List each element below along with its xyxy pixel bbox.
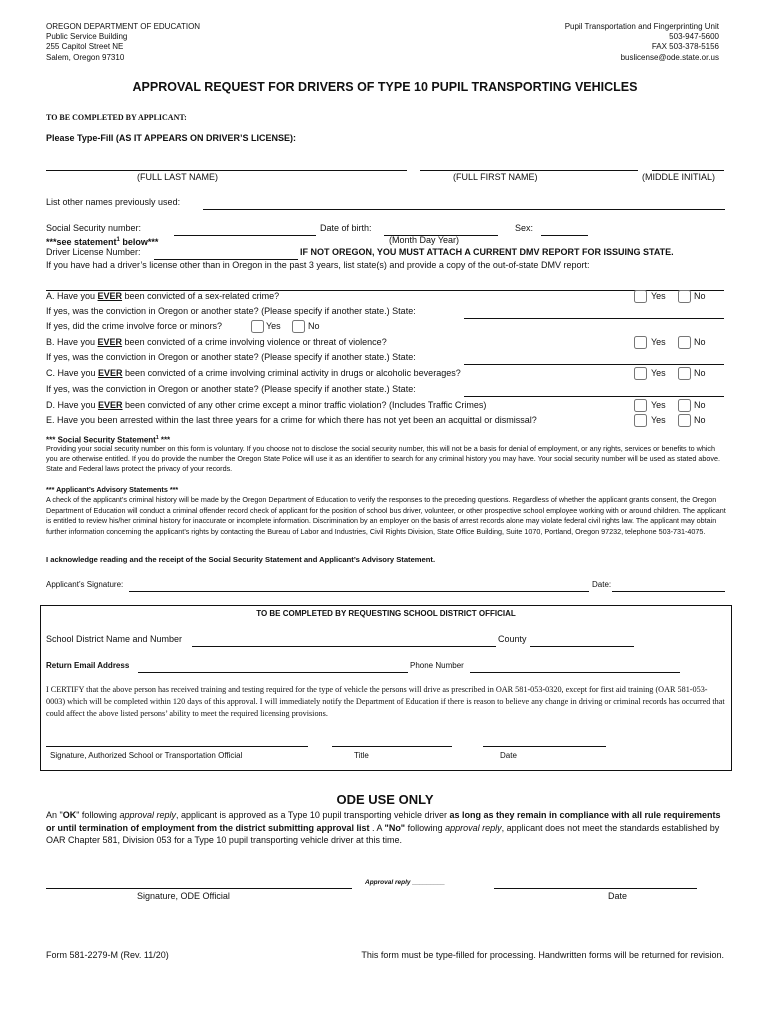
ode-approval-text: An "OK" following approval reply, applicant is approved as a Type 10 pupil transporting vehicle driver as long as they remain in compliance with all rule requirements or until termination of employment from the district submitting approval list . A "No" following approval reply, applicant does not meet the standards established by OAR Chapter 581, Division 053 for a Type 10 pupil transporting vehicle driver at this time. [46, 810, 721, 845]
form-number: Form 581-2279-M (Rev. 11/20) [46, 950, 169, 960]
dl-number-label: Driver License Number: [46, 247, 141, 257]
question-a-yes-checkbox[interactable] [634, 290, 647, 303]
applicant-signature-label: Applicant’s Signature: [46, 580, 124, 589]
question-c-yes-checkbox[interactable] [634, 367, 647, 380]
dob-field[interactable] [384, 222, 498, 236]
certification-text: I CERTIFY that the above person has received training and testing required for the type of vehicle the persons will drive as prescribed in OAR 581-053-0320, except for first aid training (OAR 581-053-0003) which will be completed within 120 days of this approval. I will immediately notify the Department of Education if there is reason to believe any change in driving or criminal records has occurred that could affect the above listed persons’ ability to meet the required licensing provisions. [46, 685, 725, 718]
sex-label: Sex: [515, 223, 534, 233]
other-names-field[interactable] [203, 196, 725, 210]
question-c: C. Have you EVER been convicted of a crime involving criminal activity in drugs or alcoholic beverages? [46, 368, 461, 378]
question-b-yes-checkbox[interactable] [634, 336, 647, 349]
question-a-force-yes-label: Yes [266, 321, 281, 331]
agency-city: Salem, Oregon 97310 [46, 53, 125, 62]
other-state-field[interactable] [46, 277, 724, 291]
agency-building: Public Service Building [46, 32, 128, 41]
question-d-no-checkbox[interactable] [678, 399, 691, 412]
question-a-force-no-checkbox[interactable] [292, 320, 305, 333]
type-fill-instruction: Please Type-Fill (AS IT APPEARS ON DRIVER’S LICENSE): [46, 133, 297, 143]
first-name-label: (FULL FIRST NAME) [453, 172, 538, 182]
question-b: B. Have you EVER been convicted of a crime involving violence or threat of violence? [46, 337, 387, 347]
official-signature-label: Signature, Authorized School or Transportation Official [50, 751, 243, 760]
question-c-no-checkbox[interactable] [678, 367, 691, 380]
question-b-no-checkbox[interactable] [678, 336, 691, 349]
question-e-no-checkbox[interactable] [678, 414, 691, 427]
other-names-label: List other names previously used: [46, 197, 181, 207]
question-d-yes-label: Yes [651, 400, 666, 410]
see-statement-note: ***see statement$^1$ below*** [46, 237, 159, 247]
sex-field[interactable] [541, 222, 588, 236]
question-c-no-label: No [694, 368, 706, 378]
question-b-state-label: If yes, was the conviction in Oregon or another state? (Please specify if another state.) State: [46, 352, 416, 362]
ode-heading: ODE USE ONLY [336, 792, 434, 807]
ssn-statement-heading: *** Social Security Statement$^1$ *** [46, 435, 171, 445]
question-a-force-no-label: No [308, 321, 320, 331]
type-fill-note: This form must be type-filled for processing. Handwritten forms will be returned for revision. [361, 950, 724, 960]
applicant-heading: TO BE COMPLETED BY APPLICANT: [46, 113, 187, 122]
page-title: APPROVAL REQUEST FOR DRIVERS OF TYPE 10 PUPIL TRANSPORTING VEHICLES [132, 80, 638, 94]
question-a-force: If yes, did the crime involve force or minors? [46, 321, 223, 331]
other-state-instruction: If you have had a driver’s license other than in Oregon in the past 3 years, list state(s) and provide a copy of the out-of-state DMV report: [46, 260, 590, 270]
acknowledgement-text: I acknowledge reading and the receipt of the Social Security Statement and Applicant’s Advisory Statement. [46, 555, 436, 564]
phone-label: Phone Number [410, 661, 464, 670]
unit-name: Pupil Transportation and Fingerprinting Unit [564, 22, 719, 31]
unit-fax: FAX 503-378-5156 [651, 42, 719, 51]
ssn-field[interactable] [174, 222, 316, 236]
official-title-field[interactable] [332, 733, 452, 747]
phone-field[interactable] [470, 659, 680, 673]
official-title-label: Title [354, 751, 369, 760]
applicant-date-label: Date: [592, 580, 612, 589]
ssn-label: Social Security number: [46, 223, 142, 233]
question-e-no-label: No [694, 415, 706, 425]
approval-reply-label: Approval reply _________ [365, 879, 445, 886]
question-e: E. Have you been arrested within the last three years for a crime for which there has not yet been an acquittal or dismissal? [46, 415, 537, 425]
question-c-yes-label: Yes [651, 368, 666, 378]
question-d-yes-checkbox[interactable] [634, 399, 647, 412]
applicant-date-field[interactable] [612, 578, 725, 592]
official-date-field[interactable] [483, 733, 606, 747]
return-email-label: Return Email Address [46, 661, 130, 670]
ode-signature-label: Signature, ODE Official [137, 891, 230, 901]
question-c-state-field[interactable] [464, 383, 724, 397]
district-name-field[interactable] [192, 633, 496, 647]
first-name-field[interactable] [420, 157, 638, 171]
unit-phone: 503-947-5600 [669, 32, 719, 41]
district-name-label: School District Name and Number [46, 634, 183, 644]
question-e-yes-label: Yes [651, 415, 666, 425]
ode-date-label: Date [608, 891, 628, 901]
district-heading: TO BE COMPLETED BY REQUESTING SCHOOL DISTRICT OFFICIAL [256, 609, 516, 618]
question-e-yes-checkbox[interactable] [634, 414, 647, 427]
question-a-no-label: No [694, 291, 706, 301]
return-email-field[interactable] [138, 659, 408, 673]
agency-street: 255 Capitol Street NE [46, 42, 124, 51]
dob-format-hint: (Month Day Year) [389, 235, 460, 245]
dob-label: Date of birth: [320, 223, 372, 233]
county-label: County [498, 634, 527, 644]
question-a-force-yes-checkbox[interactable] [251, 320, 264, 333]
question-a-no-checkbox[interactable] [678, 290, 691, 303]
question-b-no-label: No [694, 337, 706, 347]
question-d-no-label: No [694, 400, 706, 410]
middle-initial-field[interactable] [652, 157, 724, 171]
applicant-signature-field[interactable] [129, 578, 589, 592]
question-a-state-label: If yes, was the conviction in Oregon or another state? (Please specify if another state.) State: [46, 306, 416, 316]
agency-name: OREGON DEPARTMENT OF EDUCATION [46, 22, 201, 31]
last-name-field[interactable] [46, 157, 407, 171]
official-date-label: Date [500, 751, 517, 760]
advisory-heading: *** Applicant’s Advisory Statements *** [46, 485, 179, 494]
question-a: A. Have you EVER been convicted of a sex-related crime? [46, 291, 280, 301]
question-c-state-label: If yes, was the conviction in Oregon or another state? (Please specify if another state.) State: [46, 384, 416, 394]
question-a-yes-label: Yes [651, 291, 666, 301]
question-b-yes-label: Yes [651, 337, 666, 347]
advisory-body: A check of the applicant’s criminal history will be made by the Oregon Department of Education to verify the responses to the preceding questions. Regardless of whether the applicant grants consent, the Oregon Department of Education will conduct a criminal offender record check of applicant for the position of school bus driver, volunteer, or other prospective school employee working with or around children. The applicant is entitled to review his/her criminal history for inaccurate or incomplete information. Discrimination by an employer on the basis of arrest records alone may violate federal civil rights law. The applicant may obtain further information concerning the applicant’s rights by contacting the Bureau of Labor and Industries, Civil Rights Division, State Office Building, Suite 1070, Portland, Oregon 97232, telephone 503-731-4075. [46, 495, 726, 536]
unit-email: buslicense@ode.state.or.us [620, 53, 719, 62]
ssn-statement-body: Providing your social security number on this form is voluntary. If you choose not to disclose the social security number, this will not be a basis for denial of employment, or any rights, services or benefits to which you are otherwise entitled. If you do provide the number the Oregon State Police will use it as an identifier to search for any criminal history you may have. Your social security number will be used as stated above. State and Federal laws protect the privacy of your records. [46, 444, 720, 473]
question-b-state-field[interactable] [464, 351, 724, 365]
last-name-label: (FULL LAST NAME) [137, 172, 219, 182]
question-a-state-field[interactable] [464, 305, 724, 319]
ode-date-field[interactable] [494, 875, 697, 889]
dl-number-field[interactable] [154, 246, 298, 260]
official-signature-field[interactable] [46, 733, 308, 747]
middle-initial-label: (MIDDLE INITIAL) [642, 172, 716, 182]
county-field[interactable] [530, 633, 634, 647]
question-d: D. Have you EVER been convicted of any other crime except a minor traffic violation? (Includes Traffic Crimes) [46, 400, 487, 410]
ode-signature-field[interactable] [46, 875, 352, 889]
not-oregon-notice: IF NOT OREGON, YOU MUST ATTACH A CURRENT DMV REPORT FOR ISSUING STATE. [300, 247, 674, 257]
